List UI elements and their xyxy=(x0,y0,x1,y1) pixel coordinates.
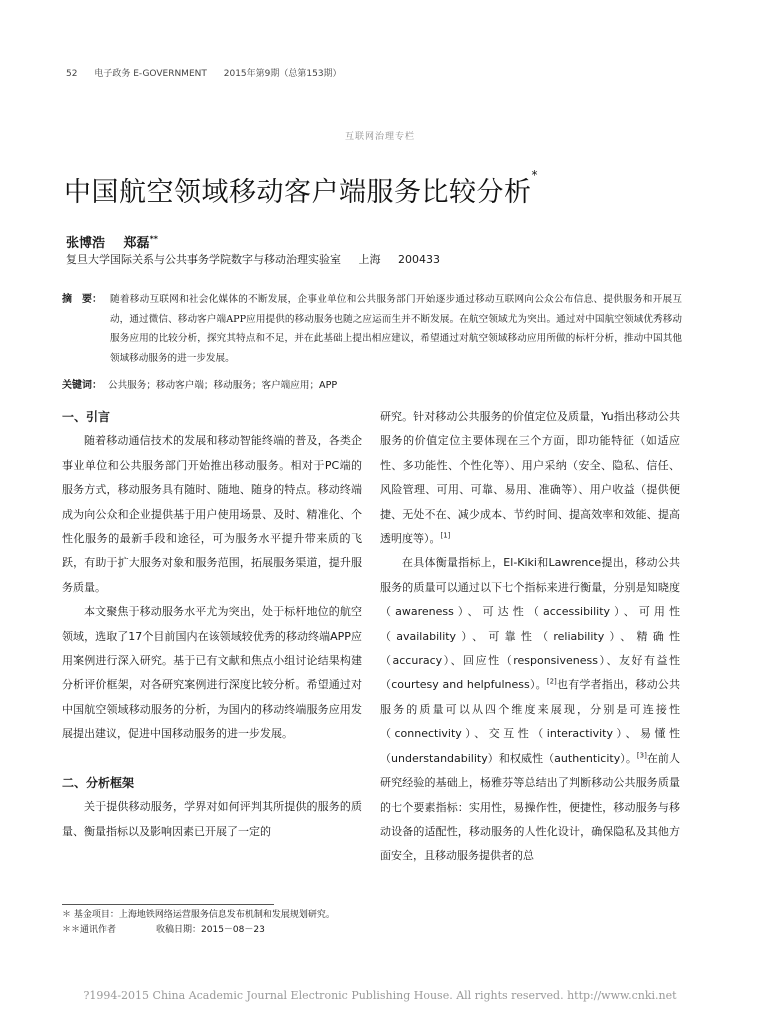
footnotes xyxy=(62,908,335,938)
intro-paragraph-1: 随着移动通信技术的发展和移动智能终端的普及，各类企事业单位和公共服务部门开始推出移动服务。相对于PC端的服务方式，移动服务具有随时、随地、随身的特点。移动终端成为向公众和企业提供基于用户使用场景、及时、精准化、个性化服务的最新手段和途径，可为服务水平提升带来质的飞跃，有助于扩大服务对象和服务范围，拓展服务渠道，提升服务质量。 xyxy=(62,434,362,594)
column-label: 互联网治理专栏 xyxy=(344,132,415,142)
author-1: 张博浩 xyxy=(66,236,106,251)
paper-title-text: 中国航空领域移动客户端服务比较分析 xyxy=(64,177,532,208)
abstract-text: 随着移动互联网和社会化媒体的不断发展，企事业单位和公共服务部门开始逐步通过移动互联网向公众公布信息、提供服务和开展互动，通过微信、移动客户端APP应用提供的移动服务也随之应运而生并不断发展。在航空领域尤为突出。通过对中国航空领域优秀移动服务应用的比较分析，探究其特点和不足，并在此基础上提出相应建议，希望通过对航空领域移动应用所做的标杆分析，推动中国其他领域移动服务的进一步发展。 xyxy=(110,294,682,364)
author-2-mark: ** xyxy=(149,234,158,244)
keywords-label: 关键词： xyxy=(62,380,102,391)
copyright-watermark: ?1994-2015 China Academic Journal Electronic Publishing House. All rights reserved. http://www.cnki.net xyxy=(83,989,677,1002)
body-paragraph-measures xyxy=(380,551,680,868)
author-list xyxy=(66,232,158,251)
journal-name: 电子政务 E-GOVERNMENT xyxy=(94,69,207,79)
page-number: 52 xyxy=(66,69,78,79)
right-column xyxy=(380,405,680,869)
section-heading-introduction: 一、引言 xyxy=(62,410,111,424)
affiliation-org: 复旦大学国际关系与公共事务学院数字与移动治理实验室 xyxy=(66,253,341,266)
abstract xyxy=(62,290,682,368)
citation-1: [1] xyxy=(440,531,451,540)
paper-title xyxy=(64,170,538,209)
footnote-author-line xyxy=(62,923,335,938)
body-text-1: 研究。针对移动公共服务的价值定位及质量，Yu指出移动公共服务的价值定位主要体现在三个方面，即功能特征（如适应性、多功能性、个性化等）、用户采纳（安全、隐私、信任、风险管理、可用、可靠、易用、准确等）、用户收益（提供便捷、无处不在、减少成本、节约时间、提高效率和效能、提高透明度等）。 xyxy=(380,410,680,546)
footnote-received-date: 收稿日期：2015－08－23 xyxy=(156,925,265,935)
intro-paragraph-2: 本文聚焦于移动服务水平尤为突出，处于标杆地位的航空领域，选取了17个目前国内在该领域较优秀的移动终端APP应用案例进行深入研究。基于已有文献和焦点小组讨论结果构建分析评价框架，对各研究案例进行深度比较分析。希望通过对中国航空领域移动服务的分析，为国内的移动终端服务应用发展提出建议，促进中国移动服务的进一步发展。 xyxy=(62,605,362,741)
framework-paragraph-1: 关于提供移动服务，学界对如何评判其所提供的服务的质量、衡量指标以及影响因素已开展了一定的 xyxy=(62,800,362,838)
footnote-corresponding-author: ＊＊通讯作者 xyxy=(62,925,117,935)
affiliation-city: 上海 xyxy=(358,253,381,266)
footnote-divider xyxy=(62,904,274,905)
footnote-fund: ＊ 基金项目：上海地铁网络运营服务信息发布机制和发展规划研究。 xyxy=(62,910,335,920)
affiliation xyxy=(66,251,454,267)
author-2: 郑磊 xyxy=(123,236,150,251)
body-paragraph-continued xyxy=(380,405,680,551)
keywords xyxy=(62,376,337,391)
abstract-label: 摘 要： xyxy=(62,294,102,305)
keywords-text: 公共服务；移动客户端；移动服务；客户端应用；APP xyxy=(108,380,338,391)
affiliation-zip: 200433 xyxy=(398,253,440,266)
citation-2: [2] xyxy=(546,677,557,686)
citation-3: [3] xyxy=(636,751,647,760)
title-footnote-mark: * xyxy=(531,168,538,182)
body-text-2: 在具体衡量指标上，El-Kiki和Lawrence提出，移动公共服务的质量可以通过以下七个指标来进行衡量，分别是知晓度（awareness）、可达性（accessibility）、可用性（availability）、可靠性（reliability）、精确性（accuracy）、回应性（responsiveness）、友好有益性（courtesy and helpfulness）。 xyxy=(380,556,680,692)
left-column xyxy=(62,405,362,844)
section-heading-framework: 二、分析框架 xyxy=(62,775,135,790)
running-header xyxy=(66,66,356,79)
body-text-4: 在前人研究经验的基础上，杨雅芬等总结出了判断移动公共服务质量的七个要素指标：实用性，易操作性，便捷性，移动服务与移动设备的适配性，移动服务的人性化设计，确保隐私及其他方面安全，且移动服务提供者的总 xyxy=(380,751,680,863)
issue-info: 2015年第9期（总第153期） xyxy=(223,69,342,79)
body-text-3: 也有学者指出，移动公共服务的质量可以从四个维度来展现，分别是可连接性（connectivity）、交互性（interactivity）、易懂性（understandability）和权威性（authenticity）。 xyxy=(380,678,681,765)
